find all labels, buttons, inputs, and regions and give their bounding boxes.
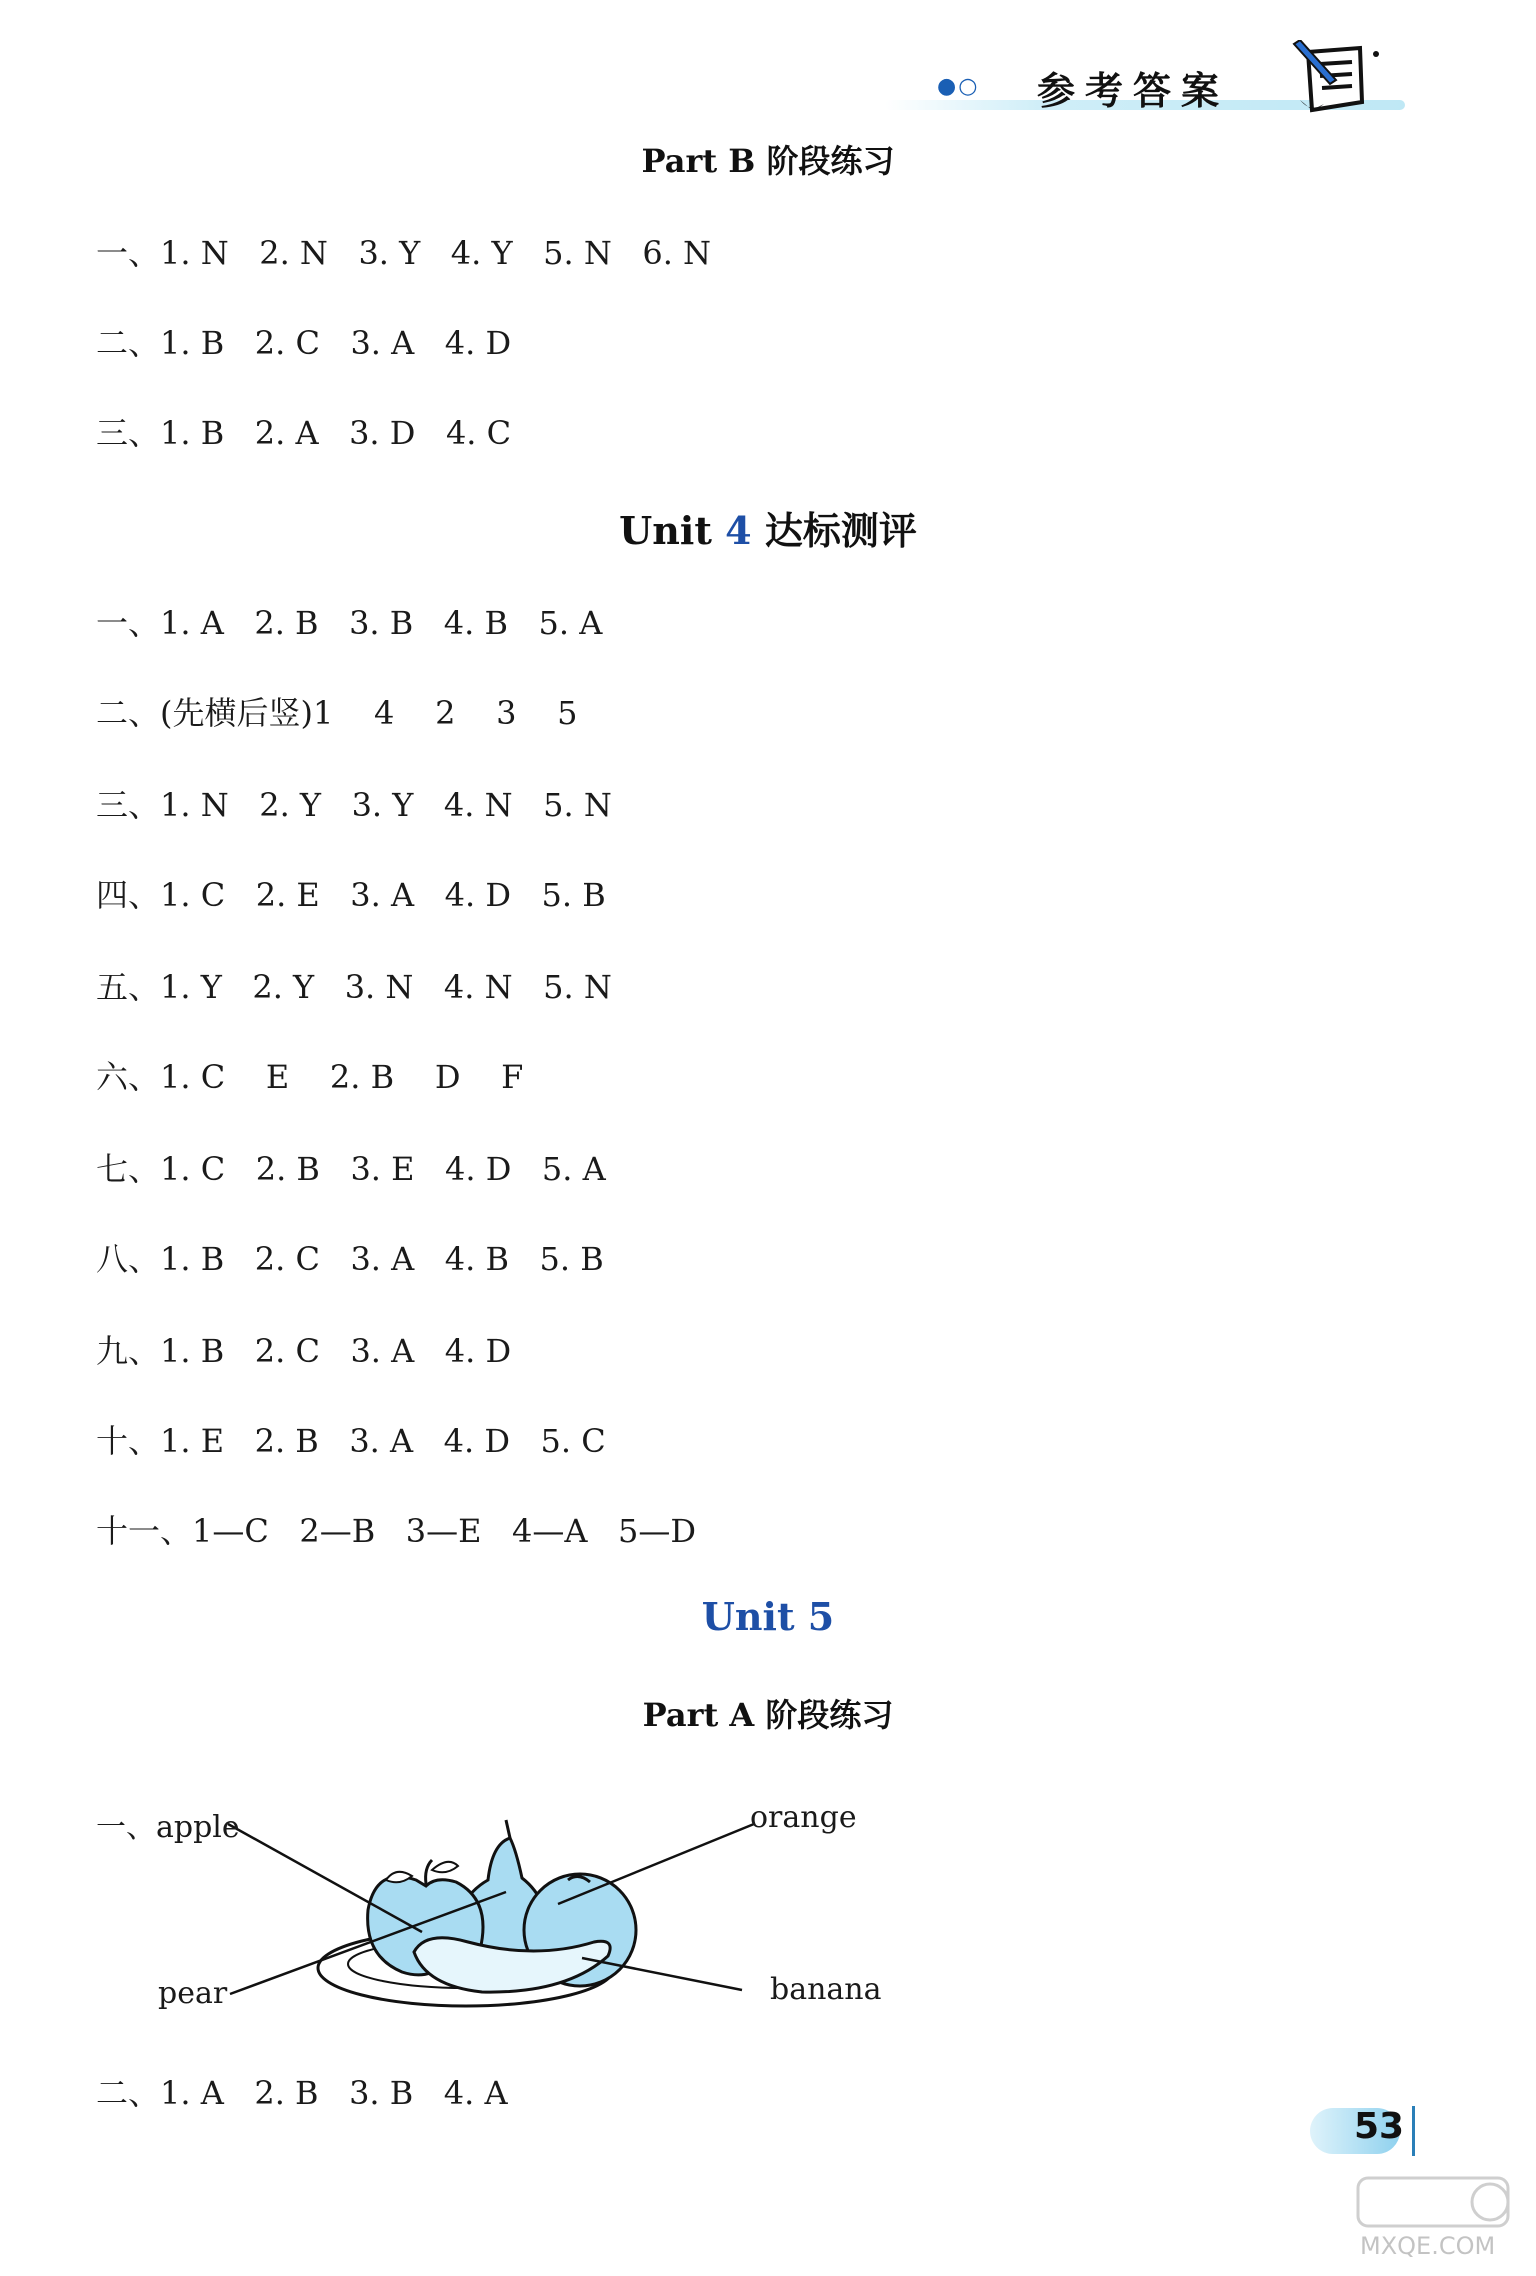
answer-line: 八、1. B 2. C 3. A 4. B 5. B — [96, 1240, 604, 1278]
answer-line: 五、1. Y 2. Y 3. N 4. N 5. N — [96, 968, 612, 1006]
question-1-number: 一、 — [96, 1810, 156, 1845]
page-number-divider — [1412, 2106, 1415, 2156]
answer-line: 十、1. E 2. B 3. A 4. D 5. C — [96, 1422, 606, 1460]
question-1-prefix — [96, 1802, 240, 1846]
watermark-logo — [1340, 2170, 1530, 2270]
unit-5-title: Unit 5 — [701, 1594, 835, 1639]
label-apple: apple — [156, 1810, 240, 1845]
answer-line: 三、1. B 2. A 3. D 4. C — [96, 414, 512, 452]
header-dots: ●○ — [937, 74, 980, 99]
answer-line: 二、1. A 2. B 3. B 4. A — [96, 2074, 508, 2112]
answer-line: 一、1. A 2. B 3. B 4. B 5. A — [96, 604, 603, 642]
watermark-emblem — [1340, 2170, 1530, 2232]
answer-line: 二、1. B 2. C 3. A 4. D — [96, 324, 512, 362]
answer-line: 四、1. C 2. E 3. A 4. D 5. B — [96, 876, 606, 914]
part-b-title: Part B 阶段练习 — [641, 142, 895, 180]
answer-line: 六、1. C E 2. B D F — [96, 1058, 524, 1096]
label-banana: banana — [770, 1972, 882, 2007]
unit-4-title-unit: Unit — [619, 508, 712, 553]
part-a-title: Part A 阶段练习 — [642, 1696, 894, 1734]
label-pear: pear — [158, 1976, 228, 2011]
answer-line: 九、1. B 2. C 3. A 4. D — [96, 1332, 512, 1370]
page-number: 53 — [1354, 2106, 1405, 2147]
fruit-matching-diagram — [96, 1780, 896, 2040]
label-orange: orange — [750, 1800, 857, 1835]
page-header — [865, 40, 1415, 120]
page-number-badge — [1310, 2100, 1420, 2160]
answer-line: 七、1. C 2. B 3. E 4. D 5. A — [96, 1150, 606, 1188]
notepad-pencil-icon — [1290, 40, 1385, 118]
watermark-text: MXQE.COM — [1360, 2232, 1496, 2260]
answer-line: 一、1. N 2. N 3. Y 4. Y 5. N 6. N — [96, 234, 712, 272]
unit-4-title — [0, 500, 1536, 555]
unit-4-title-num: 4 — [725, 508, 752, 553]
answer-line: 三、1. N 2. Y 3. Y 4. N 5. N — [96, 786, 612, 824]
answer-line: 二、(先横后竖)1 4 2 3 5 — [96, 694, 578, 732]
unit-4-title-rest: 达标测评 — [764, 508, 917, 553]
header-title: 参考答案 — [1037, 68, 1230, 113]
answer-line: 十一、1—C 2—B 3—E 4—A 5—D — [96, 1512, 696, 1550]
